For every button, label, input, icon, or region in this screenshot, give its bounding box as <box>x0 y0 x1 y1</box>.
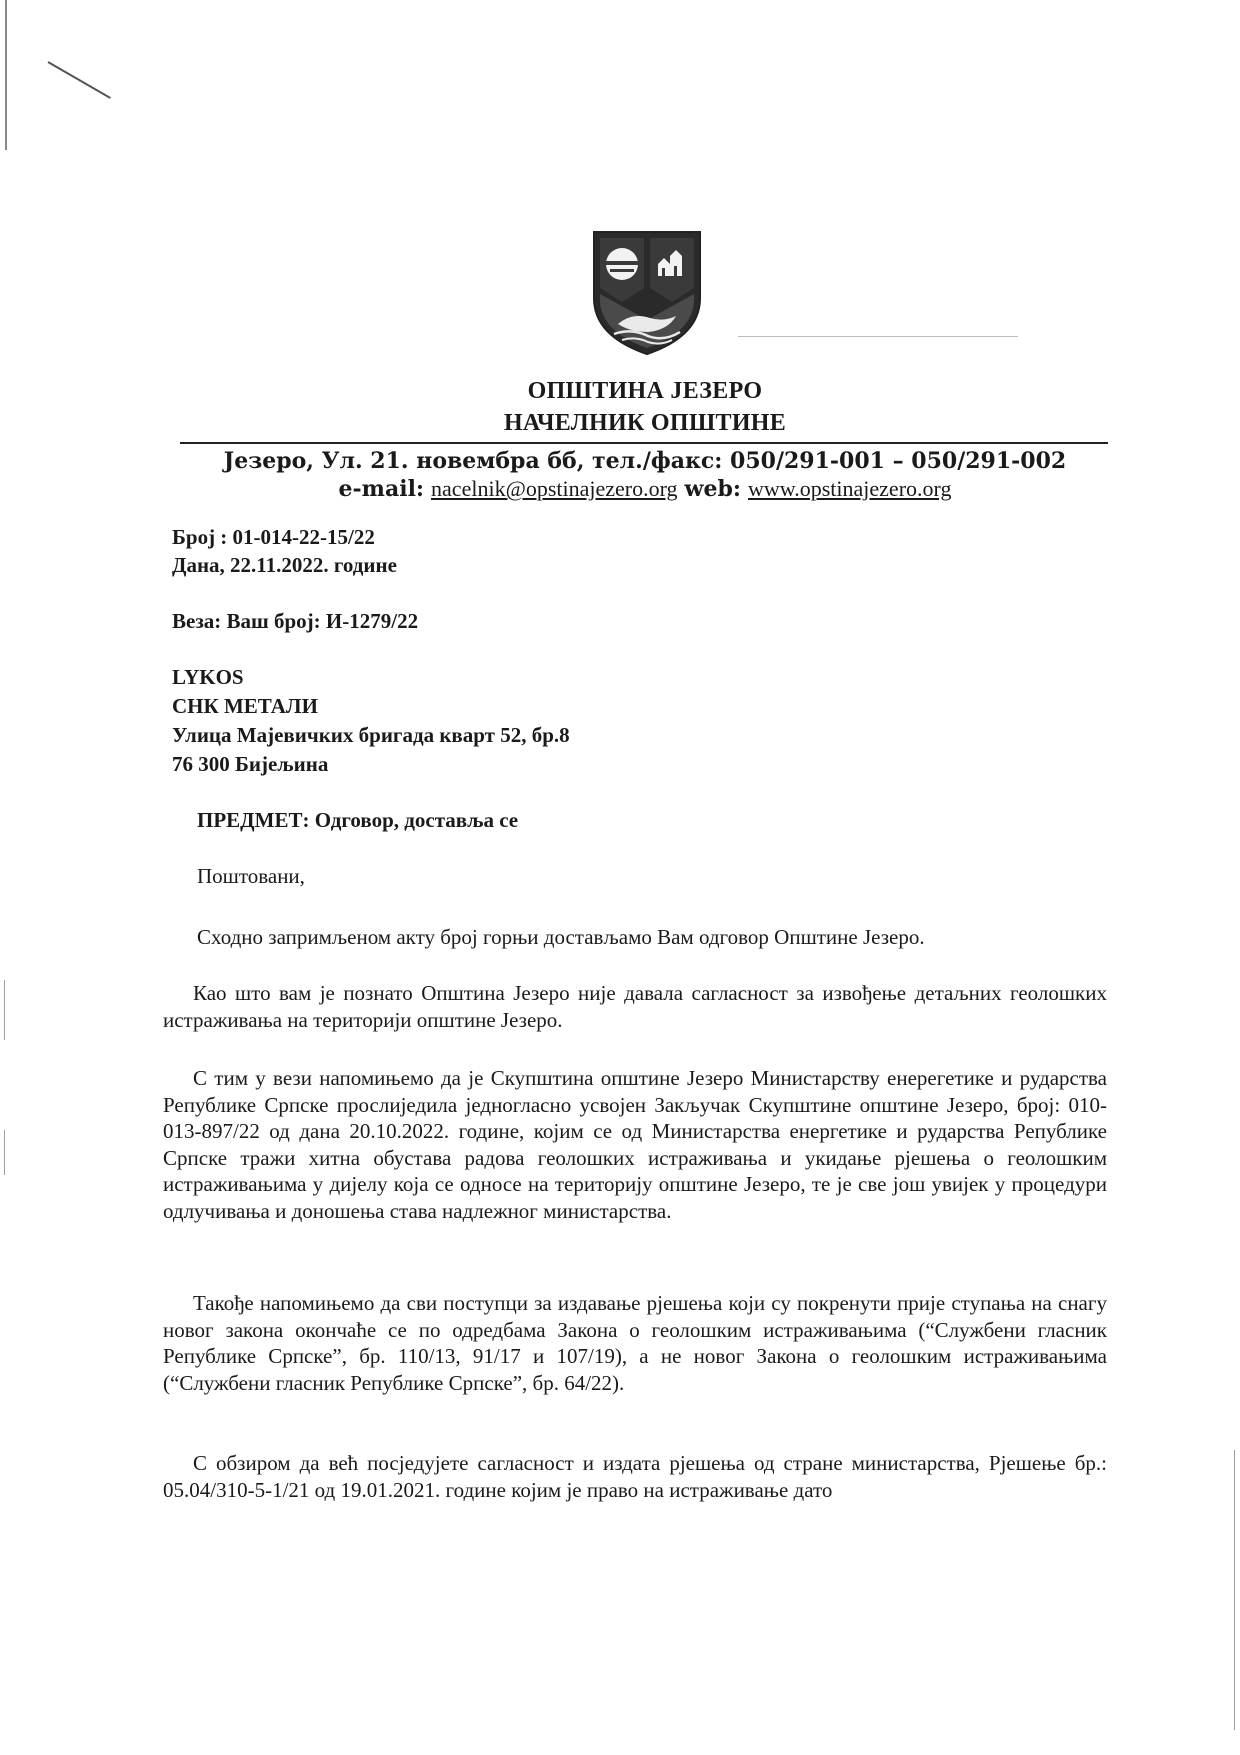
scan-edge-line <box>4 1130 5 1175</box>
recipient-line-1: LYKOS <box>172 665 244 689</box>
scan-edge-line <box>4 980 5 1040</box>
scan-faint-line <box>738 336 1018 337</box>
paragraph-5: С обзиром да већ посједујете сагласност и издата рјешења од стране министарства, Рјешење бр.: 05.04/310-5-1/21 од 19.01.2021. године којим је право на истраживање дато <box>163 1451 1107 1502</box>
address-phone-line <box>0 448 1240 474</box>
email-link[interactable]: nacelnik@opstinajezero.org <box>431 476 678 501</box>
scan-edge-line <box>1234 1450 1235 1730</box>
email-label: e-mail: <box>338 476 425 502</box>
recipient-line-3: Улица Мајевичких бригада кварт 52, бр.8 <box>172 723 570 747</box>
subject-text: Одговор, доставља се <box>314 808 519 832</box>
office-name: НАЧЕЛНИК ОПШТИНЕ <box>503 410 787 436</box>
recipient-line-4: 76 300 Бијељина <box>172 752 329 776</box>
scan-stroke-mark <box>48 61 111 99</box>
greeting: Поштовани, <box>197 864 305 888</box>
scan-edge-line <box>5 0 7 150</box>
paragraph-4: Такође напомињемо да сви поступци за издавање рјешења који су покренути прије ступања на снагу новог закона окончаће се по одредбама Закона о геолошким истраживањима (“Службени гласник Републике Српске”, бр. 110/13, 91/17 и 107/19), а не новог Закона о геолошким истраживањима (“Службени гласник Републике Српске”, бр. 64/22). <box>163 1291 1107 1395</box>
subject-label: ПРЕДМЕТ: <box>197 808 310 832</box>
web-label: web: <box>684 476 741 502</box>
reference-link: Веза: Ваш број: И-1279/22 <box>172 609 419 633</box>
subject-line <box>197 808 518 833</box>
paragraph-3: С тим у вези напомињемо да је Скупштина општине Језеро Министарству енерегетике и рударства Републике Српске прослиједила једногласно усвојен Закључак Скупштине општине Језеро, број: 010-013-897/22 од дана 20.10.2022. године, којим се од Министарства енергетике и рударства Републике Српске тражи хитна обустава радова геолошких истраживања и укидање рјешења о геолошким истраживањима у дијелу која се односе на територију општине Језеро, те је све још увијек у процедури одлучивања и доношења става надлежног министарства. <box>163 1066 1107 1223</box>
municipality-name: ОПШТИНА ЈЕЗЕРО <box>527 378 763 404</box>
paragraph-2: Као што вам је познато Општина Језеро није давала сагласност за извођење детаљних геолошких истраживања на територији општине Језеро. <box>163 981 1107 1032</box>
web-link[interactable]: www.opstinajezero.org <box>748 476 952 501</box>
recipient-line-2: СНК МЕТАЛИ <box>172 694 318 718</box>
document-date: Дана, 22.11.2022. године <box>172 553 397 577</box>
header-divider <box>180 442 1108 444</box>
address-phone: Језеро, Ул. 21. новембра бб, тел./факс: 050/291-001 – 050/291-002 <box>223 448 1067 474</box>
municipal-coat-of-arms-icon <box>588 228 706 358</box>
document-number: Број : 01-014-22-15/22 <box>172 525 375 549</box>
email-web-line <box>0 476 1240 502</box>
paragraph-1: Сходно запримљеном акту број горњи достављамо Вам одговор Општине Језеро. <box>197 925 925 949</box>
